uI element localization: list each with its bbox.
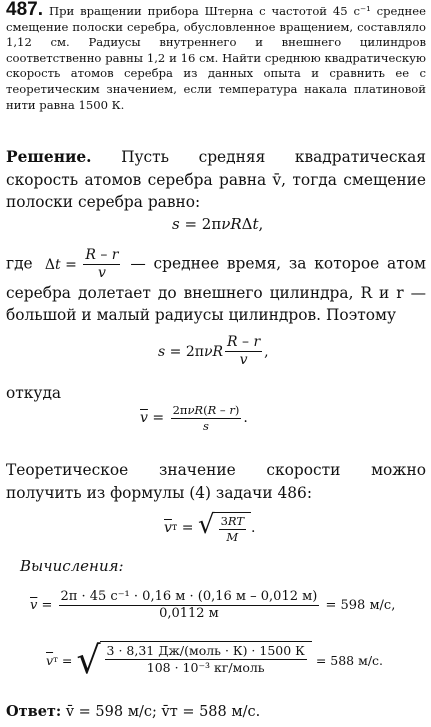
calc-vt-result: = 588 м/с. (315, 652, 383, 668)
calc-vt-denominator: 108 · 10⁻³ кг/моль (146, 659, 265, 675)
problem-number: 487. (6, 0, 43, 20)
formula-displacement-2: s = 2π νR $\frac{R - r}{v}$ , (158, 334, 269, 369)
problem-text: При вращении прибора Штерна с частотой 45 с⁻¹ среднее смещение полоски серебра, обусловленное вращением, составляло 1,12 см. Радиусы внутреннего и внешнего цилиндров соответственно равны 1,2 и 16 см. Найти среднюю квадратическую скорость атомов серебра из данных опыта и сравнить ее с теоретическим значением, если температура накала платиновой нити равна 1500 К. (6, 4, 426, 112)
calc-theoretical: $\overline{v}$ т = √ $\frac{\text{3 · 8,31 Дж/(моль · К) · 1500 К}}{\text{108 · 10⁻³ кг/моль}}$ = 588 м/с. (46, 638, 383, 682)
answer-text: v̄ = 598 м/с; v̄т = 588 м/с. (65, 704, 261, 720)
solution-p3: откуда (6, 384, 62, 402)
solution-p2 (6, 248, 426, 327)
formula-time: Δ t = $\frac{R - r}{v}$ (40, 247, 119, 282)
calc-v-denominator: 0,0112 м (159, 606, 219, 622)
calc-velocity: $\overline{v}$ = $\frac{\text{2π · 45 с⁻¹ · 0,16 м · (0,16 м – 0,012 м)}}{0,0112 м}$ = 598 м/с, (30, 589, 396, 622)
calc-v-numerator: 2π · 45 с⁻¹ · 0,16 м · (0,16 м – 0,012 м) (59, 590, 320, 606)
solution-intro (6, 146, 426, 214)
answer-label: Ответ: (6, 703, 62, 720)
solution-label: Решение. (6, 148, 92, 166)
calc-heading: Вычисления: (20, 557, 124, 575)
formula-velocity: $\overline{v}$ = $\frac{\text{2πνR(R – r)}}{s}$ . (140, 403, 248, 433)
solution-p2-text: — среднее время, за которое атом серебра долетает до внешнего цилиндра, R и r — большой и малый радиусы цилиндров. Поэтому (6, 254, 426, 325)
problem-statement (6, 2, 426, 113)
solution-p1: Пусть средняя квадратическая скорость атомов серебра равна v̄, тогда смещение полоски серебра равно: (6, 148, 426, 211)
calc-vt-numerator: 3 · 8,31 Дж/(моль · К) · 1500 К (106, 643, 305, 658)
solution-p4: Теоретическое значение скорости можно получить из формулы (4) задачи 486: (6, 461, 426, 502)
answer (6, 703, 260, 720)
formula-theoretical: $\overline{v}$ т = √ $\frac{3RT}{M}$ . (164, 510, 256, 544)
solution-p2-prefix: где (6, 254, 33, 273)
formula-displacement: s = 2π νR Δ t , (172, 215, 264, 233)
calc-v-result: = 598 м/с, (325, 598, 396, 614)
